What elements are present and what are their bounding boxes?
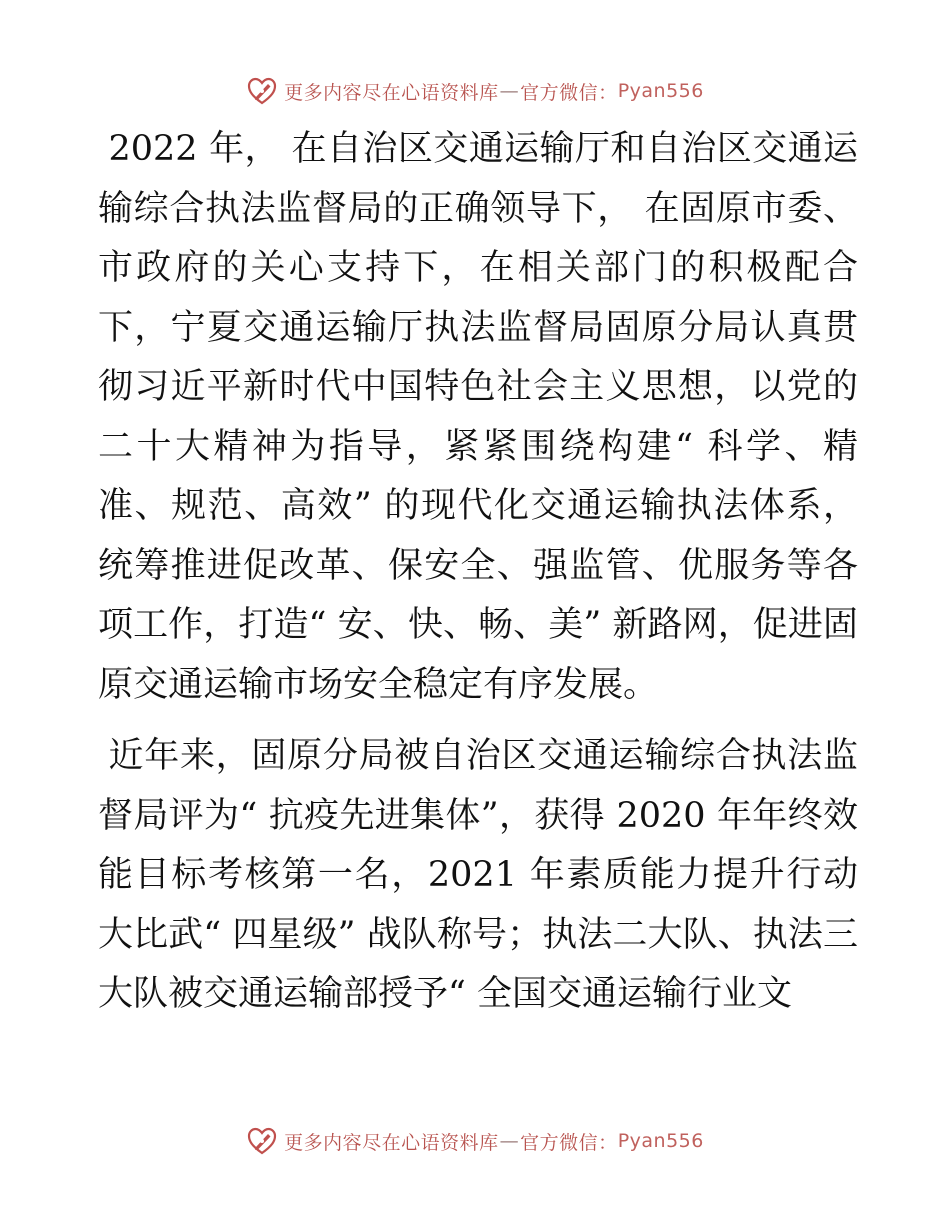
watermark-account: Pyan556 [617,1130,704,1152]
heart-pen-logo-icon [246,75,278,107]
watermark-contact-label: 官方微信： [520,81,618,104]
heart-pen-logo-icon [246,1125,278,1157]
watermark-site-text: 更多内容尽在心语资料库 [284,81,499,104]
watermark-site-text: 更多内容尽在心语资料库 [284,1131,499,1154]
header-watermark [0,74,950,108]
watermark-account: Pyan556 [617,80,704,102]
watermark-dash: — [499,1130,520,1152]
document-body [98,120,858,1025]
watermark-dash: — [499,80,520,102]
footer-watermark [0,1124,950,1158]
paragraph-1: 2022 年， 在自治区交通运输厅和自治区交通运输综合执法监督局的正确领导下， 在固原市委、市政府的关心支持下，在相关部门的积极配合下，宁夏交通运输厅执法监督局固原分局认真贯彻习近平新时代中国特色社会主义思想，以党的二十大精神为指导，紧紧围绕构建“ 科学、精准、规范、高效” 的现代化交通运输执法体系，统筹推进促改革、保安全、强监管、优服务等各项工作，打造“ 安、快、畅、美” 新路网，促进固原交通运输市场安全稳定有序发展。 [98,129,858,705]
paragraph-2: 近年来，固原分局被自治区交通运输综合执法监督局评为“ 抗疫先进集体”，获得 2020 年年终效能目标考核第一名，2021 年素质能力提升行动大比武“ 四星级” 战队称号；执法二大队、执法三大队被交通运输部授予“ 全国交通运输行业文 [98,736,858,1014]
watermark-contact-label: 官方微信： [520,1131,618,1154]
